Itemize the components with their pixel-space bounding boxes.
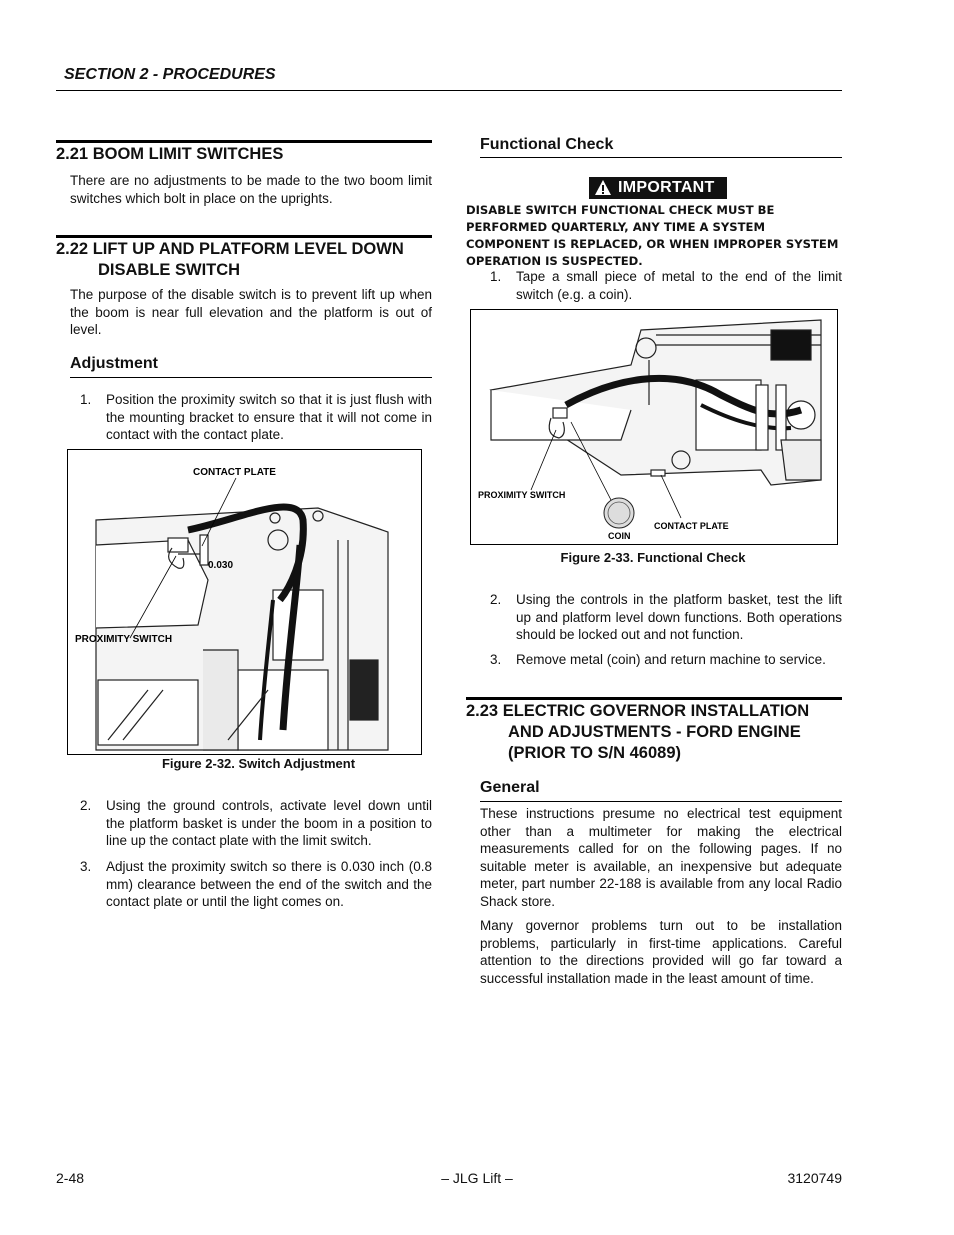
step-number: 3. bbox=[80, 859, 92, 874]
step-text: Using the controls in the platform basket, test the lift up and platform level down functions. Both operations should be locked out and not function. bbox=[516, 592, 842, 642]
figure-switch-adjustment bbox=[67, 449, 422, 755]
section-2-22-heading: 2.22 LIFT UP AND PLATFORM LEVEL DOWN bbox=[56, 240, 404, 258]
section-2-21-heading: 2.21 BOOM LIMIT SWITCHES bbox=[56, 145, 284, 163]
label-proximity-switch: PROXIMITY SWITCH bbox=[478, 490, 566, 500]
step-number: 2. bbox=[490, 592, 502, 607]
functional-check-heading: Functional Check bbox=[480, 136, 614, 153]
section-2-22-heading-cont: DISABLE SWITCH bbox=[98, 261, 241, 279]
section-2-22-body: The purpose of the disable switch is to prevent lift up when the boom is near full elevation and the platform is out of level. bbox=[70, 287, 432, 337]
label-coin: COIN bbox=[608, 531, 631, 541]
general-heading: General bbox=[480, 779, 540, 796]
functional-check-illustration bbox=[471, 310, 837, 544]
label-proximity-switch: PROXIMITY SWITCH bbox=[75, 634, 173, 645]
section-2-23-heading-cont-1: AND ADJUSTMENTS - FORD ENGINE bbox=[508, 723, 801, 741]
section-2-23-heading-cont-2: (PRIOR TO S/N 46089) bbox=[508, 744, 682, 762]
figure-2-33-caption: Figure 2-33. Functional Check bbox=[560, 550, 746, 565]
subheading-rule bbox=[480, 801, 842, 802]
general-paragraph-2: Many governor problems turn out to be installation problems, particularly in first-time applications. Careful attention to the directions provided will go far toward a successful installation made in the least amount of time. bbox=[480, 918, 842, 986]
step-text: Using the ground controls, activate level down until the platform basket is under the boom in a position to line up the contact plate with the limit switch. bbox=[106, 798, 432, 848]
switch-adjustment-illustration bbox=[68, 450, 421, 754]
adjustment-heading: Adjustment bbox=[70, 355, 158, 372]
section-rule bbox=[466, 697, 842, 700]
general-paragraph-1: These instructions presume no electrical test equipment other than a multimeter for making the electrical measurements called for on the following pages. If no suitable meter is available, an inexpensive but adequate meter, part number 22-188 is available from any local Radio Shack store. bbox=[480, 806, 842, 909]
label-contact-plate: CONTACT PLATE bbox=[654, 521, 729, 531]
header-rule bbox=[56, 90, 842, 91]
important-warning-text: DISABLE SWITCH FUNCTIONAL CHECK MUST BE PERFORMED QUARTERLY, ANY TIME A SYSTEM COMPONENT IS REPLACED, OR WHEN IMPROPER SYSTEM OPERATION IS SUSPECTED. bbox=[466, 203, 839, 268]
document-number: 3120749 bbox=[787, 1170, 842, 1186]
page-number: 2-48 bbox=[56, 1170, 85, 1186]
figure-2-32-caption: Figure 2-32. Switch Adjustment bbox=[161, 756, 356, 771]
step-number: 3. bbox=[490, 652, 502, 667]
step-number: 2. bbox=[80, 798, 92, 813]
section-rule bbox=[56, 140, 432, 143]
subheading-rule bbox=[480, 157, 842, 158]
important-badge bbox=[589, 177, 727, 199]
step-text: Remove metal (coin) and return machine to service. bbox=[516, 652, 826, 667]
step-text: Position the proximity switch so that it is just flush with the mounting bracket to ensure that it will not come in contact with the contact plate. bbox=[106, 392, 432, 442]
section-2-23-heading: 2.23 ELECTRIC GOVERNOR INSTALLATION bbox=[466, 702, 810, 720]
warning-triangle-icon bbox=[594, 179, 612, 196]
important-label: IMPORTANT bbox=[618, 179, 715, 196]
section-header: SECTION 2 - PROCEDURES bbox=[64, 66, 276, 83]
step-number: 1. bbox=[80, 392, 92, 407]
step-text: Tape a small piece of metal to the end of the limit switch (e.g. a coin). bbox=[516, 269, 842, 302]
label-contact-plate: CONTACT PLATE bbox=[193, 467, 276, 478]
step-text: Adjust the proximity switch so there is 0.030 inch (0.8 mm) clearance between the end of the switch and the contact plate or until the light comes on. bbox=[106, 859, 432, 909]
footer-center: – JLG Lift – bbox=[441, 1170, 513, 1186]
section-rule bbox=[56, 235, 432, 238]
subheading-rule bbox=[70, 377, 432, 378]
figure-functional-check bbox=[470, 309, 838, 545]
section-2-21-body: There are no adjustments to be made to the two boom limit switches which bolt in place on the uprights. bbox=[70, 173, 432, 206]
step-number: 1. bbox=[490, 269, 502, 284]
label-gap: 0.030 bbox=[208, 560, 234, 571]
